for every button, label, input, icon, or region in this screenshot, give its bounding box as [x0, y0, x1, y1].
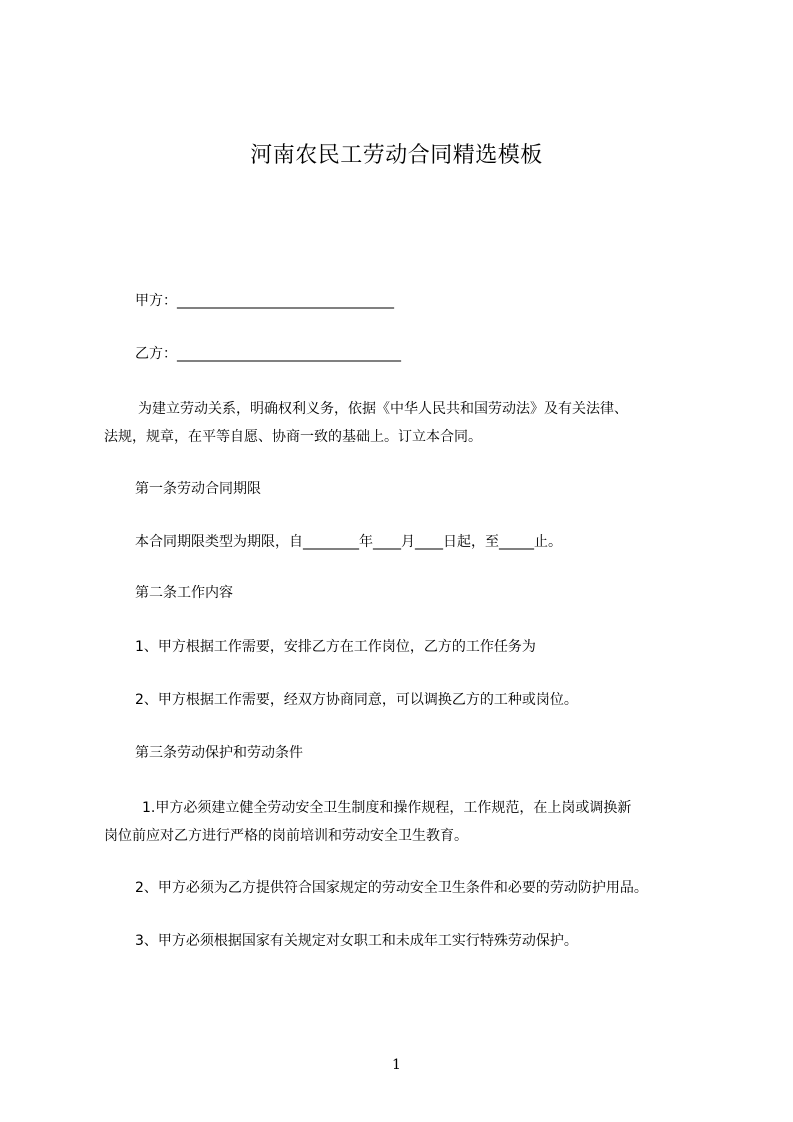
page-number: 1	[392, 1057, 401, 1073]
article3-item-1	[104, 794, 704, 850]
article1-text: 本合同期限类型为期限，自________年____月____日起，至_____止。	[135, 534, 562, 550]
article3-item-2: 2、甲方必须为乙方提供符合国家规定的劳动安全卫生条件和必要的劳动防护用品。	[135, 880, 648, 896]
article3-heading: 第三条劳动保护和劳动条件	[135, 745, 303, 761]
article3-item-1-line-2: 岗位前应对乙方进行严格的岗前培训和劳动安全卫生教育。	[104, 828, 468, 844]
party-b-line: 乙方：________________________________	[135, 346, 401, 362]
article2-item-2: 2、甲方根据工作需要，经双方协商同意，可以调换乙方的工种或岗位。	[135, 692, 578, 708]
article3-item-1-line-1: 1.甲方必须建立健全劳动安全卫生制度和操作规程，工作规范，在上岗或调换新	[142, 800, 632, 816]
party-a-line: 甲方：_______________________________	[135, 293, 394, 309]
article1-heading: 第一条劳动合同期限	[135, 481, 261, 497]
article2-heading: 第二条工作内容	[135, 585, 233, 601]
intro-paragraph	[104, 395, 704, 451]
intro-line-2: 法规，规章，在平等自愿、协商一致的基础上。订立本合同。	[104, 429, 482, 445]
article3-item-3: 3、甲方必须根据国家有关规定对女职工和未成年工实行特殊劳动保护。	[135, 933, 578, 949]
article2-item-1: 1、甲方根据工作需要，安排乙方在工作岗位，乙方的工作任务为	[135, 639, 536, 655]
document-title: 河南农民工劳动合同精选模板	[250, 143, 543, 168]
intro-line-1: 为建立劳动关系，明确权利义务，依据《中华人民共和国劳动法》及有关法律、	[138, 401, 628, 417]
